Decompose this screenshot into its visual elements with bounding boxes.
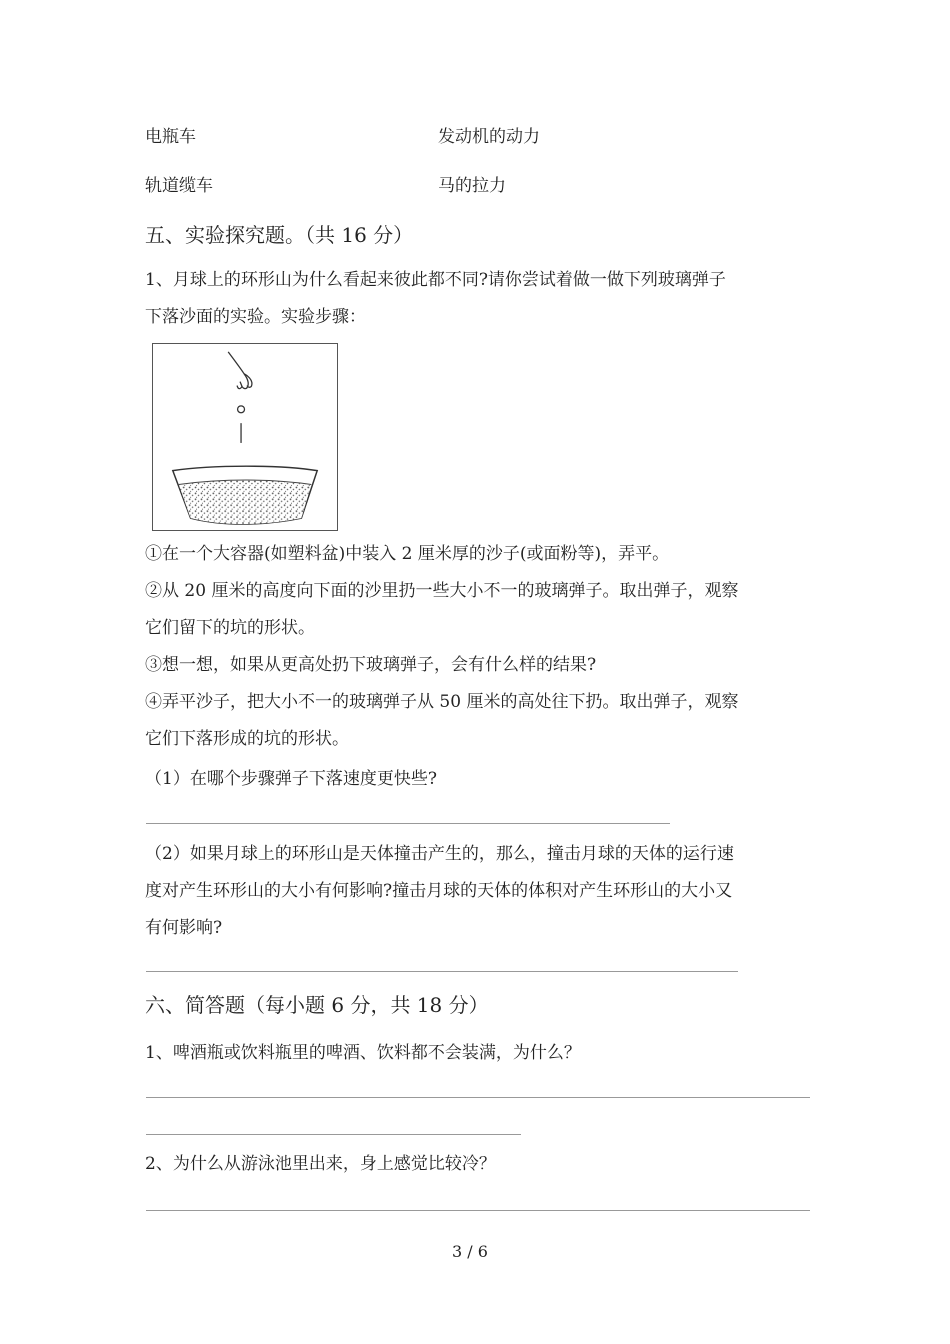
section5-heading: 五、实验探究题。（共 16 分） xyxy=(145,223,414,247)
answer-line-q1a[interactable] xyxy=(146,1097,810,1098)
step-4-line1: ④弄平沙子，把大小不一的玻璃弹子从 50 厘米的高处往下扔。取出弹子，观察 xyxy=(145,692,739,712)
q1-line2: 下落沙面的实验。实验步骤： xyxy=(145,307,366,327)
match-right-2: 马的拉力 xyxy=(438,176,506,196)
section6-heading: 六、简答题（每小题 6 分，共 18 分） xyxy=(145,993,489,1017)
match-right-1: 发动机的动力 xyxy=(438,127,540,147)
hand-dropping-marble-icon xyxy=(153,344,337,530)
sub-question-2-line3: 有何影响? xyxy=(145,918,223,938)
step-3: ③想一想，如果从更高处扔下玻璃弹子，会有什么样的结果? xyxy=(145,655,597,675)
step-4-line2: 它们下落形成的坑的形状。 xyxy=(145,729,349,749)
answer-line-sub2[interactable] xyxy=(146,971,738,972)
page-number: 3 / 6 xyxy=(452,1242,488,1261)
match-left-1: 电瓶车 xyxy=(145,127,196,147)
answer-line-sub1[interactable] xyxy=(146,823,670,824)
step-2-line2: 它们留下的坑的形状。 xyxy=(145,618,315,638)
step-1: ①在一个大容器(如塑料盆)中装入 2 厘米厚的沙子(或面粉等)，弄平。 xyxy=(145,544,670,564)
sub-question-1: （1）在哪个步骤弹子下落速度更快些? xyxy=(145,769,437,789)
section6-q2: 2、为什么从游泳池里出来，身上感觉比较冷？ xyxy=(145,1154,496,1174)
experiment-figure xyxy=(152,343,338,531)
sub-question-2-line1: （2）如果月球上的环形山是天体撞击产生的，那么，撞击月球的天体的运行速 xyxy=(145,844,734,864)
match-left-2: 轨道缆车 xyxy=(145,176,213,196)
answer-line-q1b[interactable] xyxy=(146,1134,521,1135)
answer-line-q2[interactable] xyxy=(146,1210,810,1211)
sub-question-2-line2: 度对产生环形山的大小有何影响?撞击月球的天体的体积对产生环形山的大小又 xyxy=(145,881,733,901)
step-2-line1: ②从 20 厘米的高度向下面的沙里扔一些大小不一的玻璃弹子。取出弹子，观察 xyxy=(145,581,739,601)
q1-line1: 1、月球上的环形山为什么看起来彼此都不同?请你尝试着做一做下列玻璃弹子 xyxy=(145,270,726,290)
section6-q1: 1、啤酒瓶或饮料瓶里的啤酒、饮料都不会装满，为什么？ xyxy=(145,1043,581,1063)
